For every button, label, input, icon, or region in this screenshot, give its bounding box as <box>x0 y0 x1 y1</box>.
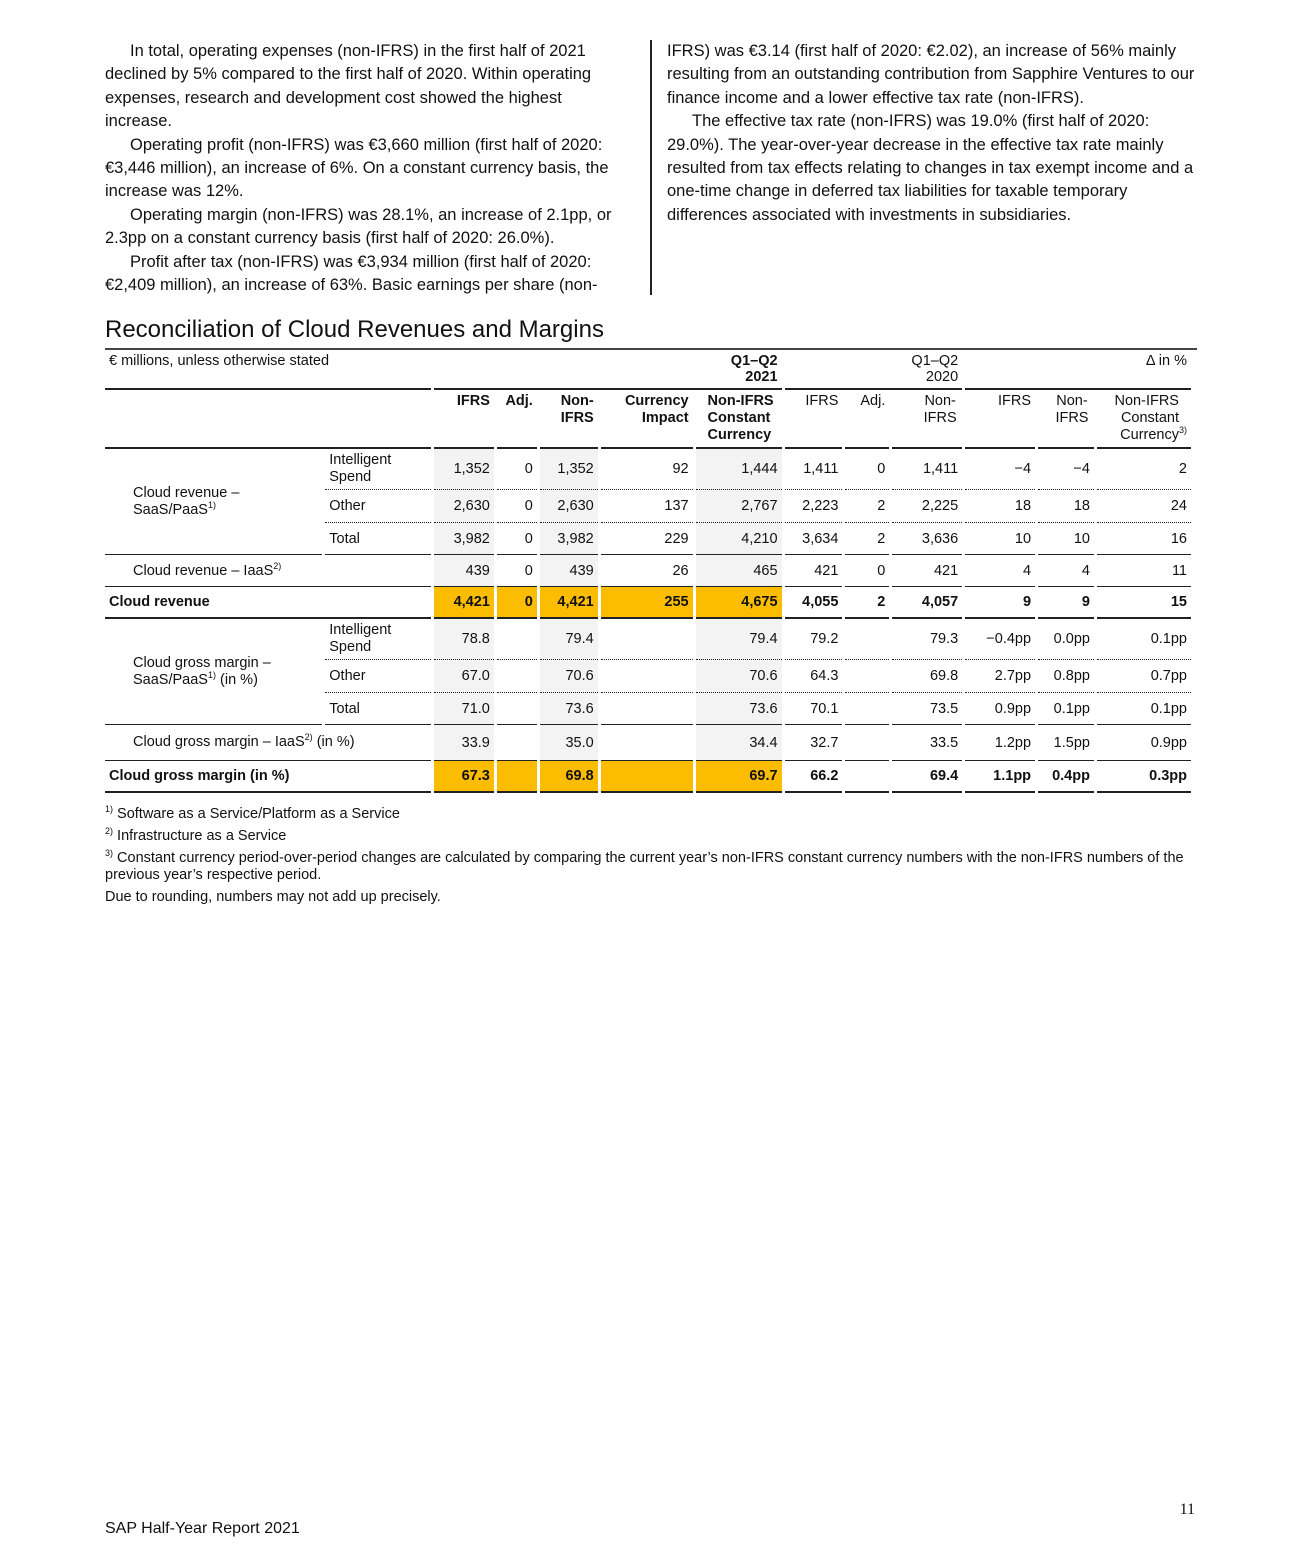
col-delta-non-ifrs-cc: Non-IFRS Constant Currency$^{3)}$ <box>1097 390 1191 449</box>
paragraph-operating-profit: Operating profit (non-IFRS) was €3,660 million (first half of 2020: €3,446 million), an increase of 6%. On a constant currency basis, the increase was 12%. <box>105 135 609 201</box>
cell-adj-2021: 0 <box>497 523 537 555</box>
body-text-columns <box>105 40 1195 297</box>
footnote-3: $^{3)}$ Constant currency period-over-period changes are calculated by comparing the current year’s non-IFRS constant currency numbers with the non-IFRS numbers of the previous year’s respective period. <box>105 848 1184 883</box>
col-ifrs-2020: IFRS <box>785 390 843 449</box>
cell-currency-impact <box>601 761 693 793</box>
cell-currency-impact <box>601 660 693 693</box>
cell-non-ifrs-2021: 73.6 <box>540 693 598 725</box>
cell-ifrs-2021: 439 <box>434 555 494 587</box>
cell-ifrs-2020: 1,411 <box>785 449 843 490</box>
cell-delta-non-ifrs: 0.8pp <box>1038 660 1094 693</box>
cell-delta-non-ifrs-cc: 0.3pp <box>1097 761 1191 793</box>
cell-non-ifrs-cc: 465 <box>696 555 782 587</box>
cell-adj-2021 <box>497 725 537 761</box>
sub-label: Total <box>325 693 431 725</box>
cell-ifrs-2020: 3,634 <box>785 523 843 555</box>
cell-delta-non-ifrs: 0.0pp <box>1038 619 1094 660</box>
cell-non-ifrs-cc: 4,210 <box>696 523 782 555</box>
group-header-2020: Q1–Q2 2020 <box>785 350 963 390</box>
paragraph-operating-expenses: In total, operating expenses (non-IFRS) in the first half of 2021 declined by 5% compared to the first half of 2020. Within operating expenses, research and development cost showed the highest increase. <box>105 42 592 131</box>
cell-ifrs-2021: 3,982 <box>434 523 494 555</box>
rounding-note: Due to rounding, numbers may not add up precisely. <box>105 889 441 905</box>
cell-adj-2020 <box>845 660 889 693</box>
cell-delta-non-ifrs: 0.1pp <box>1038 693 1094 725</box>
cell-non-ifrs-2020: 79.3 <box>892 619 962 660</box>
page-number: 11 <box>1179 1501 1195 1518</box>
cell-non-ifrs-2021: 439 <box>540 555 598 587</box>
footnote-2: $^{2)}$ Infrastructure as a Service <box>105 826 287 844</box>
cell-ifrs-2020: 64.3 <box>785 660 843 693</box>
cell-adj-2021 <box>497 619 537 660</box>
col-currency-impact: Currency Impact <box>601 390 693 449</box>
cell-non-ifrs-2020: 73.5 <box>892 693 962 725</box>
cell-adj-2020: 0 <box>845 449 889 490</box>
cell-non-ifrs-2020: 421 <box>892 555 962 587</box>
cell-non-ifrs-cc: 34.4 <box>696 725 782 761</box>
table-body <box>105 449 1191 793</box>
cell-non-ifrs-2021: 3,982 <box>540 523 598 555</box>
table-row <box>105 761 1191 793</box>
cell-non-ifrs-2020: 1,411 <box>892 449 962 490</box>
footnotes <box>105 806 1195 911</box>
cell-delta-non-ifrs: 1.5pp <box>1038 725 1094 761</box>
cell-delta-non-ifrs-cc: 16 <box>1097 523 1191 555</box>
cloud-reconciliation-table <box>102 350 1194 793</box>
cell-adj-2021: 0 <box>497 449 537 490</box>
cell-ifrs-2020: 2,223 <box>785 490 843 523</box>
cell-delta-non-ifrs-cc: 11 <box>1097 555 1191 587</box>
cell-currency-impact <box>601 619 693 660</box>
cell-ifrs-2021: 33.9 <box>434 725 494 761</box>
col-adj-2021: Adj. <box>497 390 537 449</box>
sub-label: Other <box>325 660 431 693</box>
group-header-delta: Δ in % <box>965 350 1191 390</box>
cell-delta-non-ifrs-cc: 24 <box>1097 490 1191 523</box>
cell-ifrs-2020: 70.1 <box>785 693 843 725</box>
unit-label: € millions, unless otherwise stated <box>105 350 431 390</box>
left-column <box>105 40 650 297</box>
cell-ifrs-2020: 4,055 <box>785 587 843 619</box>
cell-non-ifrs-2020: 69.4 <box>892 761 962 793</box>
cell-adj-2021 <box>497 761 537 793</box>
row-label-iaas-margin: Cloud gross margin – IaaS$^{2)}$ (in %) <box>105 725 431 761</box>
cell-ifrs-2021: 67.0 <box>434 660 494 693</box>
paragraph-effective-tax-rate: The effective tax rate (non-IFRS) was 19.0% (first half of 2020: 29.0%). The year-over-year decrease in the effective tax rate mainly resulted from tax effects relating to changes in tax exempt income and a one-time change in deferred tax liabilities for taxable temporary differences associated with investments in subsidiaries. <box>667 112 1194 224</box>
row-label-saas-margin: Cloud gross margin – SaaS/PaaS$^{1)}$ (in %) <box>105 619 322 725</box>
cell-currency-impact: 92 <box>601 449 693 490</box>
cell-non-ifrs-2021: 79.4 <box>540 619 598 660</box>
cell-non-ifrs-2021: 2,630 <box>540 490 598 523</box>
col-non-ifrs-2020: Non-IFRS <box>892 390 962 449</box>
col-delta-ifrs: IFRS <box>965 390 1035 449</box>
cell-non-ifrs-2021: 70.6 <box>540 660 598 693</box>
cell-adj-2020: 2 <box>845 587 889 619</box>
cell-delta-ifrs: −4 <box>965 449 1035 490</box>
cell-delta-ifrs: 9 <box>965 587 1035 619</box>
cell-ifrs-2020: 421 <box>785 555 843 587</box>
cell-delta-non-ifrs-cc: 0.1pp <box>1097 693 1191 725</box>
cell-ifrs-2021: 4,421 <box>434 587 494 619</box>
row-label-cloud-revenue: Cloud revenue <box>105 587 431 619</box>
cell-ifrs-2020: 32.7 <box>785 725 843 761</box>
table-row <box>105 587 1191 619</box>
cell-currency-impact <box>601 725 693 761</box>
cell-ifrs-2021: 78.8 <box>434 619 494 660</box>
sub-label: Other <box>325 490 431 523</box>
cell-delta-ifrs: 1.2pp <box>965 725 1035 761</box>
cell-delta-non-ifrs-cc: 15 <box>1097 587 1191 619</box>
cell-adj-2020: 2 <box>845 523 889 555</box>
cell-adj-2021 <box>497 660 537 693</box>
right-column <box>650 40 1195 295</box>
col-non-ifrs-cc: Non-IFRS Constant Currency <box>696 390 782 449</box>
cell-delta-non-ifrs: 4 <box>1038 555 1094 587</box>
cell-ifrs-2021: 67.3 <box>434 761 494 793</box>
cell-ifrs-2020: 79.2 <box>785 619 843 660</box>
cell-non-ifrs-2020: 2,225 <box>892 490 962 523</box>
cell-delta-non-ifrs: 9 <box>1038 587 1094 619</box>
cell-delta-ifrs: 18 <box>965 490 1035 523</box>
cell-currency-impact: 255 <box>601 587 693 619</box>
cell-currency-impact <box>601 693 693 725</box>
cell-ifrs-2021: 71.0 <box>434 693 494 725</box>
footnote-1: $^{1)}$ Software as a Service/Platform as a Service <box>105 804 400 822</box>
report-title: SAP Half-Year Report 2021 <box>105 1520 300 1537</box>
col-non-ifrs-2021: Non-IFRS <box>540 390 598 449</box>
cell-adj-2020 <box>845 619 889 660</box>
cell-delta-non-ifrs-cc: 2 <box>1097 449 1191 490</box>
col-adj-2020: Adj. <box>845 390 889 449</box>
table-row <box>105 619 1191 660</box>
table-row <box>105 555 1191 587</box>
cell-adj-2020: 2 <box>845 490 889 523</box>
header-spacer <box>105 390 431 449</box>
paragraph-profit-after-tax: Profit after tax (non-IFRS) was €3,934 million (first half of 2020: €2,409 million), an increase of 63%. Basic earnings per share (non- <box>105 252 598 295</box>
cell-delta-ifrs: 1.1pp <box>965 761 1035 793</box>
paragraph-eps-continued: IFRS) was €3.14 (first half of 2020: €2.02), an increase of 56% mainly resulting from an outstanding contribution from Sapphire Ventures to our finance income and a lower effective tax rate (non-IFRS). <box>667 42 1195 107</box>
cell-non-ifrs-2021: 69.8 <box>540 761 598 793</box>
cell-non-ifrs-2020: 3,636 <box>892 523 962 555</box>
cell-non-ifrs-cc: 73.6 <box>696 693 782 725</box>
table-row <box>105 725 1191 761</box>
cell-delta-ifrs: 2.7pp <box>965 660 1035 693</box>
cell-currency-impact: 137 <box>601 490 693 523</box>
cell-delta-ifrs: 4 <box>965 555 1035 587</box>
cell-non-ifrs-cc: 79.4 <box>696 619 782 660</box>
cell-currency-impact: 26 <box>601 555 693 587</box>
cell-delta-non-ifrs-cc: 0.7pp <box>1097 660 1191 693</box>
cell-non-ifrs-2020: 69.8 <box>892 660 962 693</box>
cell-adj-2021: 0 <box>497 587 537 619</box>
cell-ifrs-2021: 2,630 <box>434 490 494 523</box>
row-label-saas-revenue: Cloud revenue – SaaS/PaaS$^{1)}$ <box>105 449 322 555</box>
cell-delta-non-ifrs: 18 <box>1038 490 1094 523</box>
cell-delta-non-ifrs-cc: 0.1pp <box>1097 619 1191 660</box>
cell-non-ifrs-cc: 1,444 <box>696 449 782 490</box>
col-delta-non-ifrs: Non-IFRS <box>1038 390 1094 449</box>
sub-label: Total <box>325 523 431 555</box>
table-row <box>105 449 1191 490</box>
cell-delta-ifrs: 0.9pp <box>965 693 1035 725</box>
cell-ifrs-2020: 66.2 <box>785 761 843 793</box>
cell-non-ifrs-2021: 1,352 <box>540 449 598 490</box>
cell-adj-2021: 0 <box>497 490 537 523</box>
cell-non-ifrs-cc: 69.7 <box>696 761 782 793</box>
cell-non-ifrs-2021: 35.0 <box>540 725 598 761</box>
sub-label: Intelligent Spend <box>325 449 431 490</box>
cell-ifrs-2021: 1,352 <box>434 449 494 490</box>
cell-non-ifrs-cc: 4,675 <box>696 587 782 619</box>
paragraph-operating-margin: Operating margin (non-IFRS) was 28.1%, an increase of 2.1pp, or 2.3pp on a constant currency basis (first half of 2020: 26.0%). <box>105 205 612 248</box>
group-header-2021: Q1–Q2 2021 <box>434 350 782 390</box>
cell-currency-impact: 229 <box>601 523 693 555</box>
cell-non-ifrs-2020: 4,057 <box>892 587 962 619</box>
sub-label: Intelligent Spend <box>325 619 431 660</box>
cell-delta-non-ifrs: −4 <box>1038 449 1094 490</box>
cell-adj-2020: 0 <box>845 555 889 587</box>
cell-adj-2020 <box>845 693 889 725</box>
cell-delta-non-ifrs-cc: 0.9pp <box>1097 725 1191 761</box>
cell-non-ifrs-cc: 2,767 <box>696 490 782 523</box>
cell-non-ifrs-cc: 70.6 <box>696 660 782 693</box>
col-ifrs-2021: IFRS <box>434 390 494 449</box>
cell-delta-ifrs: −0.4pp <box>965 619 1035 660</box>
cell-delta-non-ifrs: 10 <box>1038 523 1094 555</box>
cell-adj-2020 <box>845 761 889 793</box>
cell-adj-2020 <box>845 725 889 761</box>
row-label-iaas-revenue: Cloud revenue – IaaS$^{2)}$ <box>105 555 431 587</box>
cell-adj-2021: 0 <box>497 555 537 587</box>
section-title: Reconciliation of Cloud Revenues and Margins <box>105 314 1197 350</box>
cell-non-ifrs-2020: 33.5 <box>892 725 962 761</box>
cell-delta-non-ifrs: 0.4pp <box>1038 761 1094 793</box>
cell-non-ifrs-2021: 4,421 <box>540 587 598 619</box>
cell-adj-2021 <box>497 693 537 725</box>
cell-delta-ifrs: 10 <box>965 523 1035 555</box>
row-label-cloud-gross-margin: Cloud gross margin (in %) <box>105 761 431 793</box>
